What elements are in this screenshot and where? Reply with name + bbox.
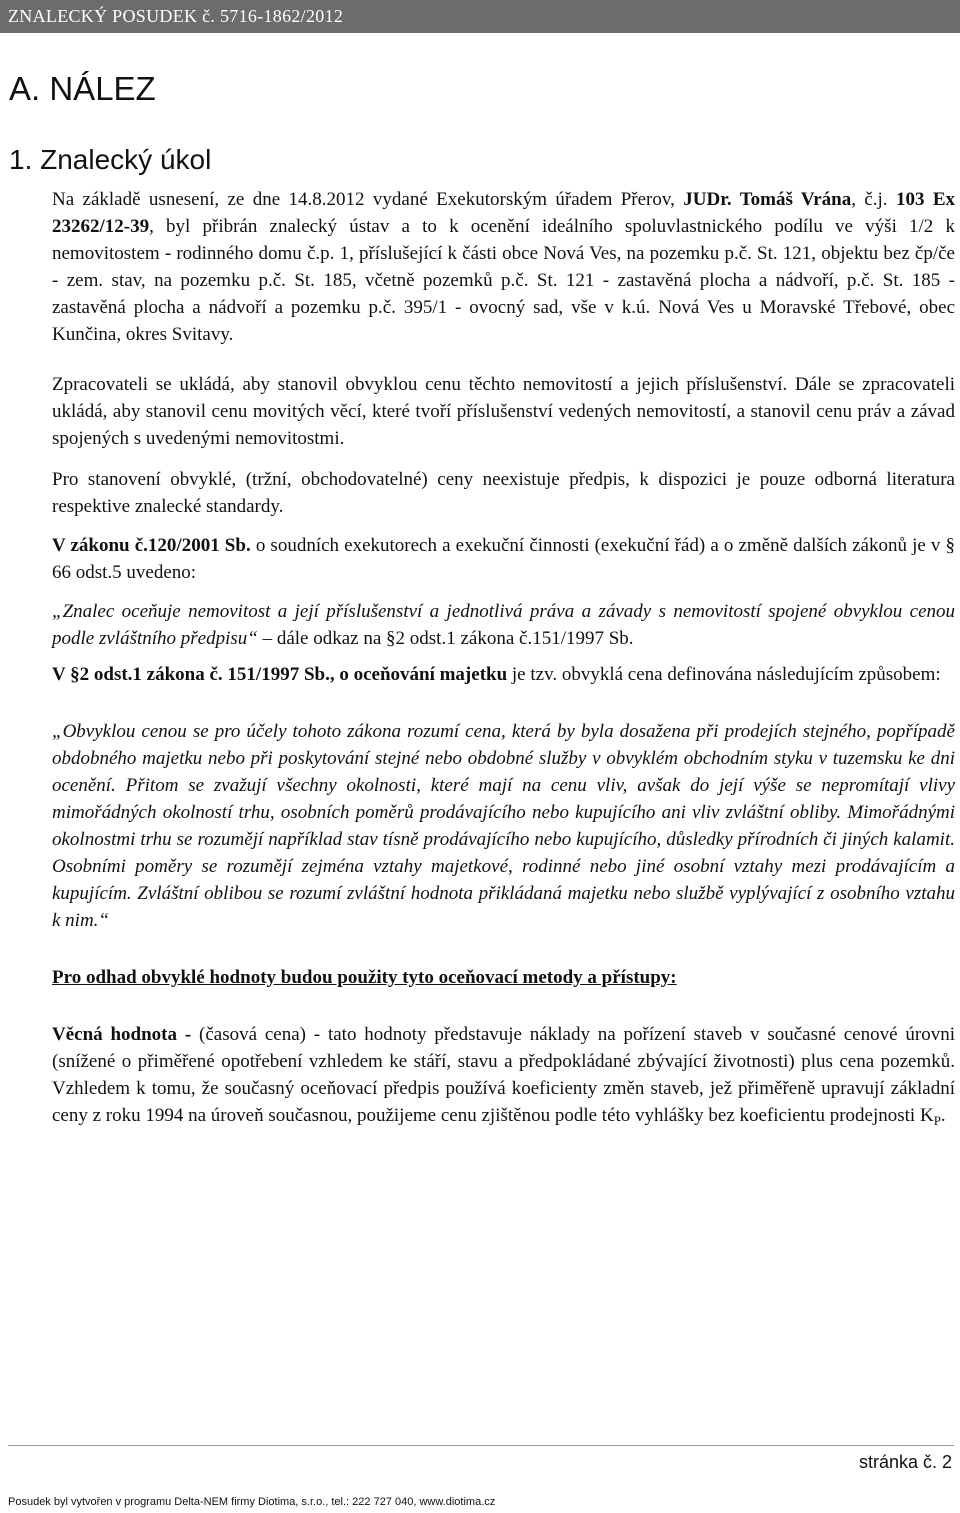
bold-text: V §2 odst.1 zákona č. 151/1997 Sb., o oceňování majetku: [52, 664, 508, 685]
page-number: stránka č. 2: [858, 1452, 952, 1472]
text: – dále odkaz na §2 odst.1 zákona č.151/1997 Sb.: [257, 628, 634, 649]
bold-text: Věcná hodnota -: [52, 1024, 192, 1045]
bold-text: JUDr. Tomáš Vrána: [683, 189, 852, 210]
footer-divider: [8, 1445, 954, 1446]
quote-market-price: „Obvyklou cenou se pro účely tohoto zákona rozumí cena, která by byla dosažena při prodejích stejného, popřípadě obdobného majetku nebo při poskytování stejné nebo obdobné služby v obvyklém obchodním styku v tuzemsku ke dni ocenění. Přitom se zvažují všechny okolnosti, které mají na cenu vliv, avšak do její výše se nepromítají vlivy mimořádných okolností trhu, osobních poměrů prodávajícího nebo kupujícího ani vliv zvláštní obliby. Mimořádnými okolnostmi trhu se rozumějí například stav tísně prodávajícího nebo kupujícího, důsledky přírodních či jiných kalamit. Osobními poměry se rozumějí zejména vztahy majetkové, rodinné nebo jiné osobní vztahy mezi prodávajícím a kupujícím. Zvláštní oblibou se rozumí zvláštní hodnota přikládaná majetku nebo službě vyplývající z osobního vztahu k nim.“: [52, 721, 955, 931]
methods-heading: [52, 964, 955, 991]
paragraph-law-reference: [52, 532, 955, 586]
section-title: A. NÁLEZ: [9, 70, 156, 107]
text: je tzv. obvyklá cena definována následujícím způsobem:: [507, 664, 941, 685]
paragraph-standards: Pro stanovení obvyklé, (tržní, obchodovatelné) ceny neexistuje předpis, k dispozici je pouze odborná literatura respektive znalecké standardy.: [52, 469, 955, 517]
italic-text: „Znalec oceňuje nemovitost a její příslušenství a jednotlivá práva a závady s nemovitostí spojené obvyklou cenou podle zvláštního předpisu“: [52, 601, 955, 649]
underlined-heading: Pro odhad obvyklé hodnoty budou použity tyto oceňovací metody a přístupy:: [52, 967, 677, 988]
paragraph-task: Zpracovateli se ukládá, aby stanovil obvyklou cenu těchto nemovitostí a jejich příslušenství. Dále se zpracovateli ukládá, aby stanovil cenu movitých věcí, které tvoří příslušenství vedených nemovitostí, a stanovil cenu práv a závad spojených s uvedenými nemovitostmi.: [52, 374, 955, 449]
text: , č.j.: [851, 189, 896, 210]
paragraph-cost-value: [52, 1021, 955, 1134]
bold-text: 103 Ex 23262/12-39: [52, 189, 955, 237]
quote-appraiser: [52, 598, 955, 652]
text: o soudních exekutorech a exekuční činnosti (exekuční řád) a o změně dalších zákonů je v § 66 odst.5 uvedeno:: [52, 535, 955, 583]
subsection-title: 1. Znalecký úkol: [9, 144, 212, 175]
paragraph-definition: [52, 661, 955, 688]
text: (časová cena) - tato hodnoty představuje náklady na pořízení staveb v současné cenové úrovni (snížené o přiměřené opotřebení vzhledem ke stáří, stavu a předpokládané zbývající životnosti) plus cena pozemků. Vzhledem k tomu, že současný oceňovací předpis používá koeficienty změn staveb, jež přiměřeně upravují základní ceny z roku 1994 na úroveň současnou, použijeme cenu zjištěnou podle této vyhlášky bez koeficientu prodejnosti K: [52, 1024, 955, 1126]
text: , byl přibrán znalecký ústav a to k ocenění ideálního spoluvlastnického podílu ve výši 1/2 k nemovitostem - rodinného domu č.p. 1, příslušející k části obce Nová Ves, na pozemku p.č. St. 121, objektu bez čp/če - zem. stav, na pozemku p.č. St. 185, včetně pozemků p.č. St. 121 - zastavěná plocha a nádvoří, p.č. St. 185 - zastavěná plocha a nádvoří a pozemku p.č. 395/1 - ovocný sad, vše v k.ú. Nová Ves u Moravské Třebové, obec Kunčina, okres Svitavy.: [52, 216, 955, 345]
subscript: P: [933, 1113, 941, 1128]
document-header: [0, 0, 960, 33]
document-body: [52, 181, 955, 1134]
paragraph-assignment: [52, 186, 955, 348]
text: Na základě usnesení, ze dne 14.8.2012 vydané Exekutorským úřadem Přerov,: [52, 189, 684, 210]
text: .: [940, 1105, 946, 1126]
document-header-title: ZNALECKÝ POSUDEK č. 5716-1862/2012: [8, 6, 344, 26]
footer-credit: Posudek byl vytvořen v programu Delta-NEM firmy Diotima, s.r.o., tel.: 222 727 040, www.diotima.cz: [8, 1496, 496, 1508]
bold-text: V zákonu č.120/2001 Sb.: [52, 535, 251, 556]
